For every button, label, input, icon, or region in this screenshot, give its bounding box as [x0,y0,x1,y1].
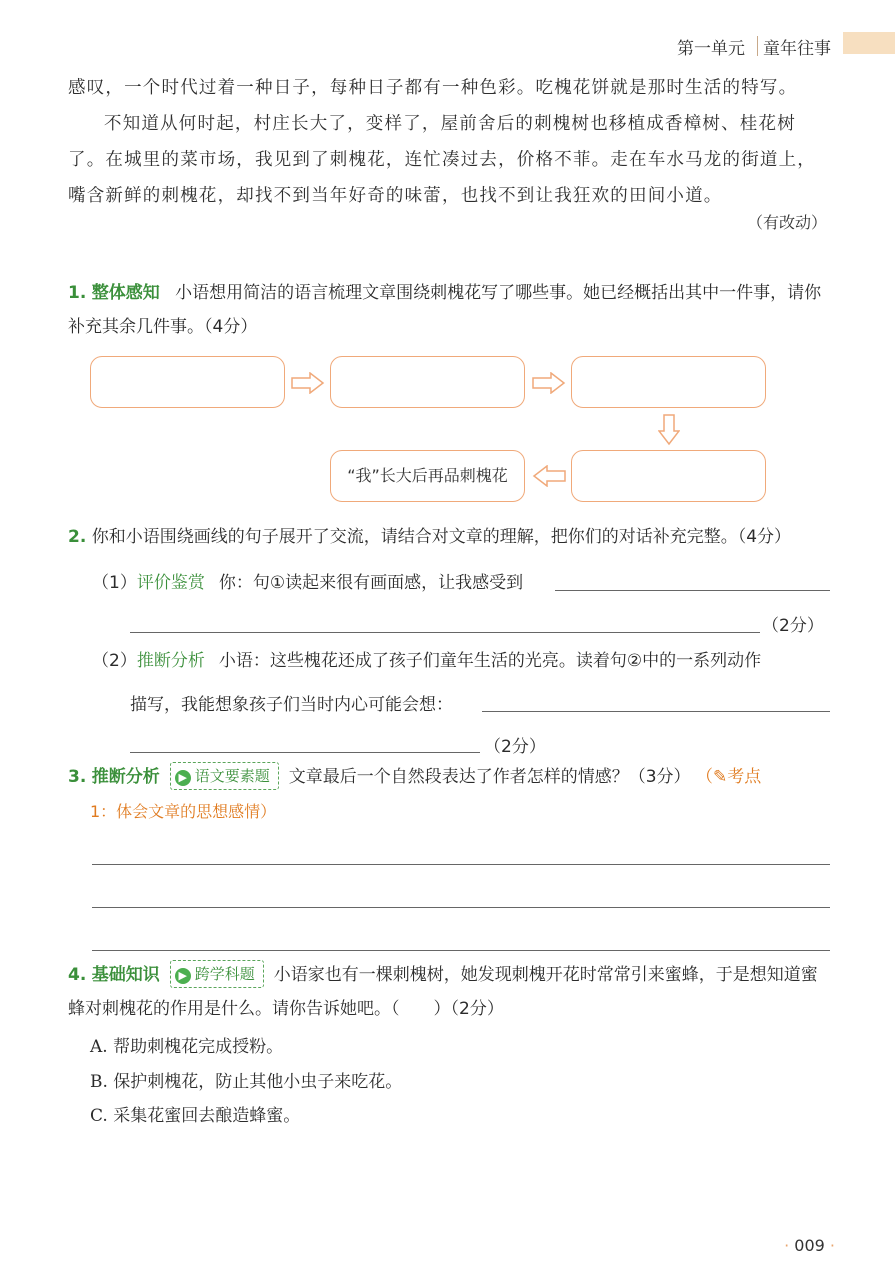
question-4 [68,958,832,1026]
sub-label: （2） [92,651,137,671]
question-3 [68,760,832,794]
answer-line[interactable] [130,632,760,633]
question-3-badge [170,762,279,790]
option-a[interactable]: A. 帮助刺槐花完成授粉。 [90,1037,284,1057]
badge-label: 语文要素题 [194,767,270,785]
question-1 [68,276,832,344]
question-2-number: 2. [68,527,87,547]
question-2-2-continued: 描写，我能想象孩子们当时内心可能会想： [130,695,453,715]
question-2-text: 你和小语围绕画线的句子展开了交流，请结合对文章的理解，把你们的对话补充完整。（4分） [91,527,792,547]
answer-line[interactable] [130,752,480,753]
arrow-down-icon [658,414,680,446]
play-icon: ▶ [175,968,191,984]
question-4-badge [170,960,264,988]
page-number-value: 009 [794,1236,825,1255]
adaptation-note: （有改动） [746,213,827,232]
question-1-tag: 整体感知 [91,283,160,303]
passage-line-1: 感叹，一个时代过着一种日子，每种日子都有一种色彩。吃槐花饼就是那时生活的特写。 [68,78,798,98]
answer-line[interactable] [555,590,830,591]
bullet-dot-icon: · [784,1236,790,1255]
answer-line[interactable] [92,907,830,908]
option-c[interactable]: C. 采集花蜜回去酿造蜂蜜。 [90,1106,301,1126]
question-4-number: 4. [68,965,87,985]
header-tab-decoration [843,32,895,54]
answer-line[interactable] [92,950,830,951]
page-number [784,1236,835,1255]
option-b[interactable]: B. 保护刺槐花，防止其他小虫子来吃花。 [90,1072,403,1092]
sub-text: 你：句①读起来很有画面感，让我感受到 [218,573,524,593]
bullet-dot-icon: · [829,1236,835,1255]
question-2 [68,520,832,554]
arrow-right-icon [291,372,325,394]
question-2-2 [92,646,761,671]
question-2-1 [92,568,523,593]
arrow-right-icon [532,372,566,394]
question-4-tag: 基础知识 [91,965,160,985]
play-icon: ▶ [175,770,191,786]
kaodian-label: （✎考点 [695,767,762,787]
flow-box-2[interactable] [330,356,525,408]
unit-label: 第一单元 [677,39,745,59]
sub-text: 小语：这些槐花还成了孩子们童年生活的光亮。读着句②中的一系列动作 [218,651,762,671]
question-1-text: 小语想用简洁的语言梳理文章围绕刺槐花写了哪些事。她已经概括出其中一件事，请你补充其余几件事。（4分） [68,283,822,337]
unit-theme: 童年往事 [763,39,831,59]
question-3-text: 文章最后一个自然段表达了作者怎样的情感？（3分） [288,767,691,787]
sub-tag: 评价鉴赏 [136,573,205,593]
answer-line[interactable] [482,711,830,712]
flow-box-5: “我”长大后再品刺槐花 [330,450,525,502]
sub-label: （1） [92,573,137,593]
header-divider [757,36,758,56]
arrow-left-icon [532,465,566,487]
question-3-number: 3. [68,767,87,787]
passage-paragraph-2: 不知道从何时起，村庄长大了，变样了，屋前舍后的刺槐树也移植成香樟树、桂花树了。在城里的菜市场，我见到了刺槐花，连忙凑过去，价格不菲。走在车水马龙的街道上，嘴含新鲜的刺槐花，却找不到当年好奇的味蕾，也找不到让我狂欢的田间小道。 [68,114,816,206]
score-label: （2分） [484,737,546,757]
flow-box-1[interactable] [90,356,285,408]
question-4-text: 小语家也有一棵刺槐树，她发现刺槐开花时常常引来蜜蜂，于是想知道蜜蜂对刺槐花的作用是什么。请你告诉她吧。（ ）（2分） [68,965,818,1019]
kaodian-detail: 1：体会文章的思想感情） [90,802,277,821]
question-3-tag: 推断分析 [91,767,160,787]
badge-label: 跨学科题 [194,965,255,983]
flow-box-4[interactable] [571,450,766,502]
page-header [0,30,895,62]
sub-tag: 推断分析 [136,651,205,671]
score-label: （2分） [762,616,824,636]
answer-line[interactable] [92,864,830,865]
flow-box-3[interactable] [571,356,766,408]
question-1-number: 1. [68,283,87,303]
